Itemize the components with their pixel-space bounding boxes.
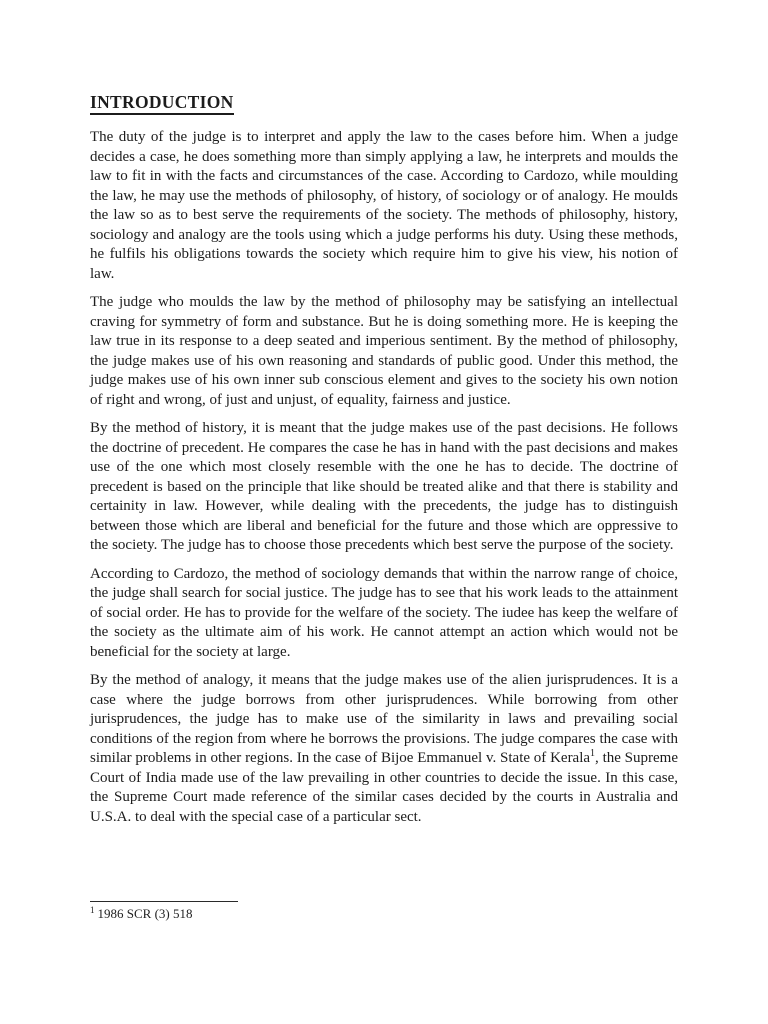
footnote-separator: [90, 901, 238, 902]
paragraph-method-of-philosophy: The judge who moulds the law by the method of philosophy may be satisfying an intellectual craving for symmetry of form and substance. But he is doing something more. He is keeping the law true in its response to a deep seated and imperious sentiment. By the method of philosophy, the judge makes use of his own reasoning and standards of public good. Under this method, the judge makes use of his own inner sub conscious element and gives to the society his own notion of right and wrong, of just and unjust, of equality, fairness and justice.: [90, 294, 678, 408]
footnote-marker: 1: [90, 904, 95, 915]
paragraph-text-after-footnote-ref: , the Supreme Court of India made use of the law prevailing in other countries to decide the issue. In this case, the Supreme Court made reference of the similar cases decided by the courts in Australia and U.S.A. to deal with the special case of a particular sect.: [90, 750, 678, 825]
paragraph-duty-of-judge: The duty of the judge is to interpret and apply the law to the cases before him. When a judge decides a case, he does something more than simply applying a law, he interprets and moulds the law to fit in with the facts and circumstances of the case. According to Cardozo, while moulding the law, he may use the methods of philosophy, of history, of sociology or of analogy. He moulds the law so as to best serve the requirements of the society. The methods of philosophy, history, sociology and analogy are the tools using which a judge performs his duty. Using these methods, he fulfils his obligations towards the society which require him to give his view, his notion of law.: [90, 129, 678, 282]
footnote-citation: 1986 SCR (3) 518: [97, 906, 193, 921]
paragraph-method-of-analogy: [90, 671, 678, 827]
footnote-text: [90, 906, 678, 922]
page-title-text: INTRODUCTION: [90, 92, 234, 115]
page-title: [90, 92, 678, 113]
footnote: [90, 901, 678, 922]
document-page: [90, 92, 678, 836]
paragraph-text-before-footnote-ref: By the method of analogy, it means that the judge makes use of the alien jurisprudences. It is a case where the judge borrows from other jurisprudences. While borrowing from other jurisprudences, the judge has to make use of the similarity in laws and prevailing social conditions of the region from where he borrows the provisions. The judge compares the case with similar problems in other regions. In the case of Bijoe Emmanuel v. State of Kerala: [90, 672, 678, 766]
paragraph-method-of-sociology: According to Cardozo, the method of sociology demands that within the narrow range of choice, the judge shall search for social justice. The judge has to see that his work leads to the attainment of social order. He has to provide for the welfare of the society. The iudee has keep the welfare of the society as the ultimate aim of his work. He cannot attempt an action which would not be beneficial for the society at large.: [90, 565, 678, 660]
paragraph-method-of-history: By the method of history, it is meant that the judge makes use of the past decisions. He follows the doctrine of precedent. He compares the case he has in hand with the past decisions and makes use of the one which most closely resemble with the one he has to decide. The doctrine of precedent is based on the principle that like should be treated alike and that there is stability and certainity in law. However, while dealing with the precedents, the judge has to distinguish between those which are liberal and beneficial for the future and those which are oppressive to the society. The judge has to choose those precedents which best serve the purpose of the society.: [90, 420, 678, 553]
footnote-reference: 1: [590, 748, 596, 759]
